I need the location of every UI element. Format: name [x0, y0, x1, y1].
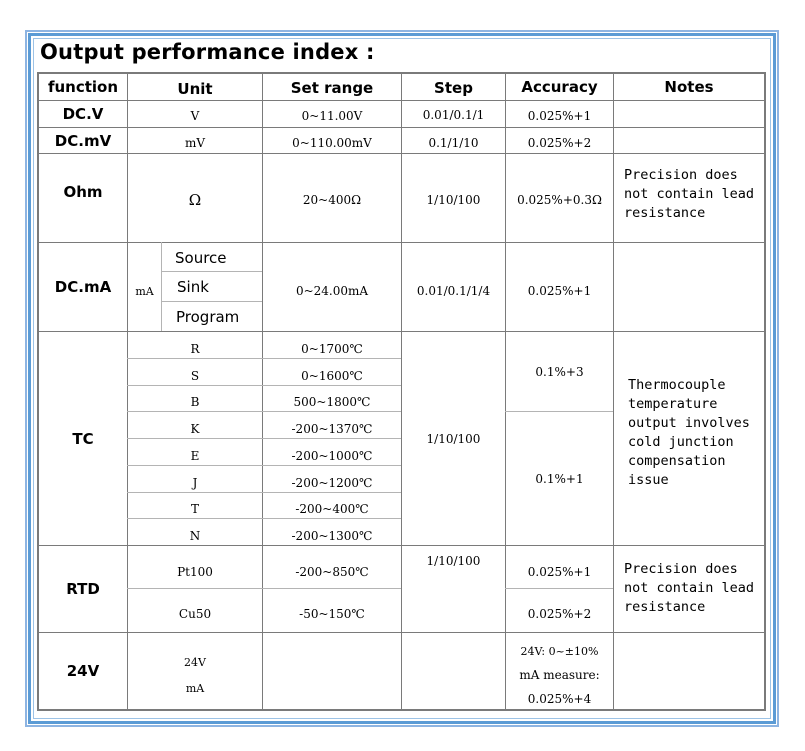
- function-dcma: DC.mA: [54, 278, 112, 296]
- tc-type-n: N: [189, 529, 201, 543]
- tc-range-k: -200~1370℃: [291, 422, 373, 436]
- unit-24v-line2: mA: [185, 681, 205, 695]
- step-ohm: 1/10/100: [426, 193, 481, 207]
- unit-24v-line1: 24V: [184, 655, 206, 669]
- header-function: function: [47, 78, 119, 96]
- unit-dcmv: mV: [184, 135, 206, 150]
- rtd-range-cu50: -50~150℃: [299, 607, 365, 621]
- tc-type-b: B: [190, 395, 200, 409]
- rtd-type-pt100: Pt100: [177, 565, 213, 579]
- unit-ohm: Ω: [188, 191, 202, 209]
- tc-range-t: -200~400℃: [295, 502, 369, 516]
- tc-range-e: -200~1000℃: [291, 449, 373, 463]
- accuracy-24v-line2: mA measure:: [519, 668, 600, 682]
- notes-tc: Thermocouple temperature output involves cold junction compensation issue: [628, 377, 750, 488]
- range-dcma: 0~24.00mA: [295, 284, 369, 298]
- tc-type-j: J: [192, 476, 198, 490]
- accuracy-dcma: 0.025%+1: [527, 284, 592, 298]
- unit-dcv: V: [190, 109, 200, 123]
- tc-range-r: 0~1700℃: [301, 342, 363, 356]
- range-dcv: 0~11.00V: [301, 109, 363, 123]
- tc-type-t: T: [190, 502, 199, 516]
- accuracy-rtd-pt100: 0.025%+1: [527, 565, 592, 579]
- tc-range-s: 0~1600℃: [301, 369, 363, 383]
- accuracy-dcmv: 0.025%+2: [527, 135, 592, 150]
- function-24v: 24V: [66, 662, 100, 680]
- page-title: Output performance index :: [40, 40, 375, 64]
- accuracy-tc-others: 0.1%+1: [535, 471, 584, 486]
- notes-rtd: Precision does not contain lead resistance: [624, 561, 755, 615]
- rtd-range-pt100: -200~850℃: [295, 565, 369, 579]
- accuracy-tc-rsb: 0.1%+3: [535, 364, 584, 379]
- function-tc: TC: [72, 429, 94, 448]
- header-step: Step: [434, 79, 473, 97]
- step-dcmv: 0.1/1/10: [428, 135, 479, 150]
- header-accuracy: Accuracy: [521, 78, 598, 96]
- step-dcv: 0.01/0.1/1: [422, 108, 485, 122]
- tc-type-k: K: [190, 422, 200, 436]
- tc-range-b: 500~1800℃: [293, 395, 371, 409]
- header-notes: Notes: [664, 78, 714, 96]
- tc-range-n: -200~1300℃: [291, 529, 373, 543]
- accuracy-rtd-cu50: 0.025%+2: [527, 607, 592, 621]
- function-rtd: RTD: [66, 580, 100, 598]
- unit-dcma: mA: [135, 284, 154, 298]
- step-rtd: 1/10/100: [426, 554, 481, 568]
- function-dcmv: DC.mV: [54, 131, 112, 150]
- step-dcma: 0.01/0.1/1/4: [416, 284, 491, 298]
- header-set-range: Set range: [290, 79, 374, 97]
- accuracy-ohm: 0.025%+0.3Ω: [517, 193, 602, 207]
- tc-type-e: E: [190, 449, 200, 463]
- notes-ohm: Precision does not contain lead resistance: [624, 167, 755, 221]
- range-dcmv: 0~110.00mV: [292, 135, 372, 150]
- mode-sink: Sink: [177, 277, 209, 296]
- range-ohm: 20~400Ω: [302, 193, 362, 207]
- mode-program: Program: [176, 307, 240, 326]
- function-dcv: DC.V: [62, 105, 104, 123]
- function-ohm: Ohm: [63, 183, 103, 201]
- tc-type-r: R: [190, 342, 200, 356]
- step-tc: 1/10/100: [426, 431, 481, 446]
- tc-type-s: S: [190, 369, 200, 383]
- accuracy-24v-line1: 24V: 0~±10%: [520, 644, 599, 658]
- accuracy-24v-line3: 0.025%+4: [527, 692, 592, 706]
- header-unit: Unit: [177, 80, 213, 98]
- rtd-type-cu50: Cu50: [178, 607, 212, 621]
- accuracy-dcv: 0.025%+1: [527, 109, 592, 123]
- tc-range-j: -200~1200℃: [291, 476, 373, 490]
- mode-source: Source: [175, 248, 227, 267]
- performance-table: [37, 72, 766, 711]
